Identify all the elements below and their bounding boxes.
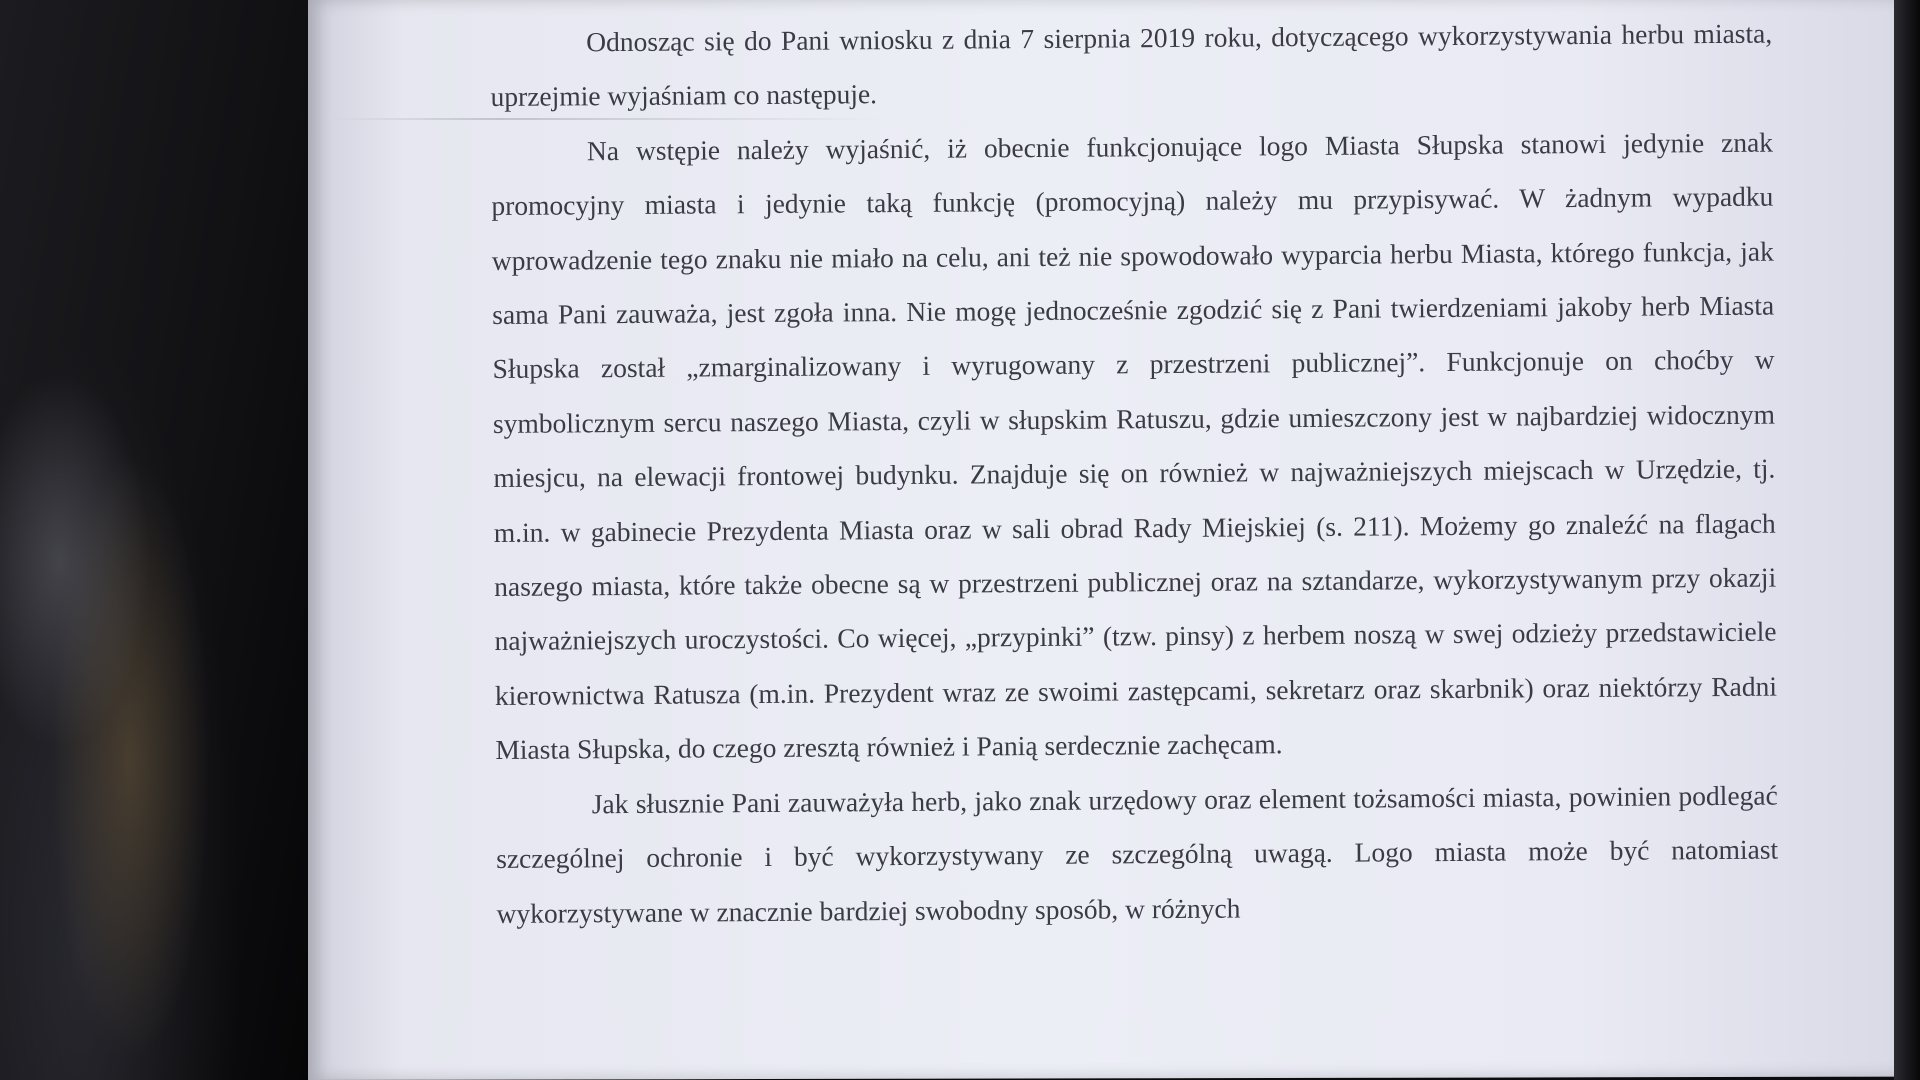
paragraph-intro: Odnosząc się do Pani wniosku z dnia 7 sierpnia 2019 roku, dotyczącego wykorzystywania herbu miasta, uprzejmie wyjaśniam co następuje.: [490, 17, 1773, 113]
dark-background-left: [0, 0, 330, 1080]
letter-text: [490, 7, 1779, 941]
paragraph-herb-protection: Jak słusznie Pani zauważyła herb, jako znak urzędowy oraz element tożsamości miasta, powinien podlegać szczególnej ochronie i być wykorzystywany ze szczególną uwagą. Logo miasta może być natomiast wykorzystywane w znacznie bardziej swobodny sposób, w różnych: [496, 779, 1779, 929]
dark-background-right: [1894, 0, 1920, 1080]
paragraph-logo-explanation: Na wstępie należy wyjaśnić, iż obecnie funkcjonujące logo Miasta Słupska stanowi jedynie znak promocyjny miasta i jedynie taką funkcję (promocyjną) należy mu przypisywać. W żadnym wypadku wprowadzenie tego znaku nie miało na celu, ani też nie spowodowało wyparcia herbu Miasta, którego funkcja, jak sama Pani zauważa, jest zgoła inna. Nie mogę jednocześnie zgodzić się z Pani twierdzeniami jakoby herb Miasta Słupska został „zmarginalizowany i wyrugowany z przestrzeni publicznej”. Funkcjonuje on choćby w symbolicznym sercu naszego Miasta, czyli w słupskim Ratuszu, gdzie umieszczony jest w najbardziej widocznym miesjcu, na elewacji frontowej budynku. Znajduje się on również w najważniejszych miejscach w Urzędzie, tj. m.in. w gabinecie Prezydenta Miasta oraz w sali obrad Rady Miejskiej (s. 211). Możemy go znaleźć na flagach naszego miasta, które także obecne są w przestrzeni publicznej oraz na sztandarze, wykorzystywanym przy okazji najważniejszych uroczystości. Co więcej, „przypinki” (tzw. pinsy) z herbem noszą w swej odzieży przedstawiciele kierownictwa Ratusza (m.in. Prezydent wraz ze swoimi zastępcami, sekretarz oraz skarbnik) oraz niektórzy Radni Miasta Słupska, do czego zresztą również i Panią serdecznie zachęcam.: [491, 126, 1778, 766]
